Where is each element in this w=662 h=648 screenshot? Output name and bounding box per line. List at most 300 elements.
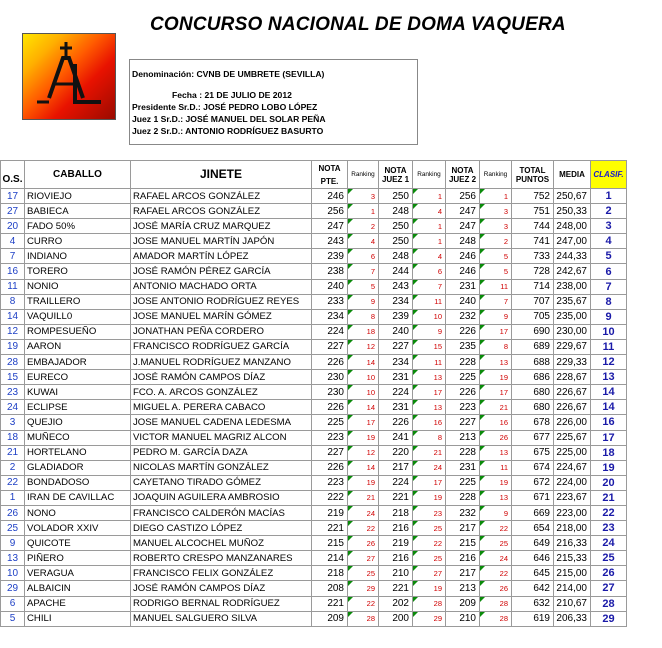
clasif-cell: 18	[591, 445, 627, 460]
results-table	[0, 160, 627, 627]
clasif-cell: 3	[591, 219, 627, 234]
nota-juez1-cell: 240	[379, 324, 413, 339]
ranking-juez1-cell: 28	[413, 596, 446, 611]
total-puntos-cell: 688	[512, 355, 554, 370]
media-cell: 206,33	[554, 611, 591, 626]
jinete-cell: AMADOR MARTÍN LÓPEZ	[131, 249, 312, 264]
caballo-cell: QUEJIO	[25, 415, 131, 430]
os-cell: 17	[1, 189, 25, 204]
jinete-cell: ROBERTO CRESPO MANZANARES	[131, 551, 312, 566]
caballo-cell: VAQUILL0	[25, 309, 131, 324]
os-cell: 27	[1, 204, 25, 219]
clasif-cell: 14	[591, 385, 627, 400]
jinete-cell: RODRIGO BERNAL RODRÍGUEZ	[131, 596, 312, 611]
jinete-cell: DIEGO CASTIZO LÓPEZ	[131, 521, 312, 536]
os-cell: 15	[1, 370, 25, 385]
jinete-cell: JOSE MANUEL CADENA LEDESMA	[131, 415, 312, 430]
os-cell: 14	[1, 309, 25, 324]
os-cell: 11	[1, 279, 25, 294]
os-cell: 28	[1, 355, 25, 370]
ranking-juez2-cell: 16	[480, 415, 512, 430]
nota-juez1-cell: 210	[379, 566, 413, 581]
clasif-cell: 9	[591, 309, 627, 324]
ranking-juez1-cell: 17	[413, 475, 446, 490]
header-os: O.S.	[1, 161, 25, 189]
ranking-pte-cell: 25	[348, 566, 379, 581]
clasif-cell: 6	[591, 264, 627, 279]
os-cell: 4	[1, 234, 25, 249]
nota-pte-cell: 230	[312, 370, 348, 385]
ranking-juez1-cell: 25	[413, 551, 446, 566]
jinete-cell: RAFAEL ARCOS GONZÁLEZ	[131, 204, 312, 219]
ranking-pte-cell: 6	[348, 249, 379, 264]
os-cell: 20	[1, 219, 25, 234]
header-clasif: CLASIF.	[591, 161, 627, 189]
header-ranking-1: Ranking	[348, 161, 379, 189]
ranking-juez1-cell: 9	[413, 324, 446, 339]
nota-pte-cell: 209	[312, 611, 348, 626]
table-row	[1, 264, 627, 279]
ranking-juez1-cell: 15	[413, 339, 446, 354]
ranking-juez2-cell: 26	[480, 430, 512, 445]
os-cell: 12	[1, 324, 25, 339]
total-puntos-cell: 646	[512, 551, 554, 566]
nota-pte-cell: 226	[312, 460, 348, 475]
ranking-pte-cell: 12	[348, 445, 379, 460]
caballo-cell: ALBAICIN	[25, 581, 131, 596]
ranking-pte-cell: 19	[348, 475, 379, 490]
ranking-juez2-cell: 22	[480, 521, 512, 536]
media-cell: 223,67	[554, 490, 591, 505]
os-cell: 23	[1, 385, 25, 400]
nota-juez2-cell: 231	[446, 460, 480, 475]
total-puntos-cell: 707	[512, 294, 554, 309]
header-nota-pte: NOTA PTE.	[312, 161, 348, 189]
nota-juez2-cell: 228	[446, 445, 480, 460]
nota-juez1-cell: 219	[379, 536, 413, 551]
caballo-cell: APACHE	[25, 596, 131, 611]
clasif-cell: 7	[591, 279, 627, 294]
ranking-pte-cell: 18	[348, 324, 379, 339]
os-cell: 21	[1, 445, 25, 460]
table-row	[1, 581, 627, 596]
nota-pte-cell: 226	[312, 355, 348, 370]
nota-juez1-cell: 244	[379, 264, 413, 279]
ranking-juez2-cell: 3	[480, 219, 512, 234]
nota-juez2-cell: 225	[446, 370, 480, 385]
ranking-juez2-cell: 26	[480, 581, 512, 596]
clasif-cell: 17	[591, 430, 627, 445]
nota-juez2-cell: 226	[446, 324, 480, 339]
media-cell: 223,00	[554, 505, 591, 520]
clasif-cell: 22	[591, 505, 627, 520]
table-row	[1, 505, 627, 520]
header-jinete: JINETE	[131, 161, 312, 189]
nota-juez1-cell: 234	[379, 355, 413, 370]
caballo-cell: BONDADOSO	[25, 475, 131, 490]
juez1-text: Juez 1 Sr.D.: JOSÉ MANUEL DEL SOLAR PEÑA	[132, 114, 326, 124]
total-puntos-cell: 680	[512, 400, 554, 415]
jinete-cell: JOAQUIN AGUILERA AMBROSIO	[131, 490, 312, 505]
nota-pte-cell: 230	[312, 385, 348, 400]
nota-pte-cell: 233	[312, 294, 348, 309]
table-row	[1, 234, 627, 249]
ranking-juez2-cell: 13	[480, 490, 512, 505]
ranking-pte-cell: 14	[348, 400, 379, 415]
jinete-cell: MIGUEL A. PERERA CABACO	[131, 400, 312, 415]
ranking-juez2-cell: 9	[480, 505, 512, 520]
clasif-cell: 13	[591, 370, 627, 385]
jinete-cell: FCO. A. ARCOS GONZÁLEZ	[131, 385, 312, 400]
total-puntos-cell: 714	[512, 279, 554, 294]
nota-juez2-cell: 228	[446, 490, 480, 505]
os-cell: 1	[1, 490, 25, 505]
ranking-juez1-cell: 10	[413, 309, 446, 324]
ranking-pte-cell: 22	[348, 596, 379, 611]
ranking-pte-cell: 27	[348, 551, 379, 566]
fecha-text: Fecha : 21 DE JULIO DE 2012	[172, 90, 292, 100]
nota-juez1-cell: 216	[379, 521, 413, 536]
media-cell: 225,00	[554, 445, 591, 460]
nota-pte-cell: 227	[312, 445, 348, 460]
table-row	[1, 415, 627, 430]
ranking-juez2-cell: 17	[480, 385, 512, 400]
nota-pte-cell: 227	[312, 339, 348, 354]
ranking-juez2-cell: 22	[480, 566, 512, 581]
ranking-juez1-cell: 1	[413, 189, 446, 204]
media-cell: 226,67	[554, 400, 591, 415]
jinete-cell: J.MANUEL RODRÍGUEZ MANZANO	[131, 355, 312, 370]
ranking-juez2-cell: 11	[480, 460, 512, 475]
ranking-pte-cell: 24	[348, 505, 379, 520]
caballo-cell: QUICOTE	[25, 536, 131, 551]
ranking-pte-cell: 10	[348, 385, 379, 400]
ranking-juez2-cell: 1	[480, 189, 512, 204]
nota-juez2-cell: 210	[446, 611, 480, 626]
nota-juez2-cell: 246	[446, 249, 480, 264]
jinete-cell: RAFAEL ARCOS GONZÁLEZ	[131, 189, 312, 204]
total-puntos-cell: 744	[512, 219, 554, 234]
total-puntos-cell: 677	[512, 430, 554, 445]
ranking-juez1-cell: 1	[413, 234, 446, 249]
caballo-cell: NONIO	[25, 279, 131, 294]
os-cell: 10	[1, 566, 25, 581]
os-cell: 2	[1, 460, 25, 475]
nota-juez1-cell: 234	[379, 294, 413, 309]
nota-juez2-cell: 240	[446, 294, 480, 309]
nota-juez1-cell: 224	[379, 475, 413, 490]
os-cell: 24	[1, 400, 25, 415]
total-puntos-cell: 619	[512, 611, 554, 626]
nota-juez2-cell: 215	[446, 536, 480, 551]
clasif-cell: 1	[591, 189, 627, 204]
ranking-juez2-cell: 24	[480, 551, 512, 566]
os-cell: 13	[1, 551, 25, 566]
ranking-juez1-cell: 24	[413, 460, 446, 475]
os-cell: 26	[1, 505, 25, 520]
header-ranking-2: Ranking	[413, 161, 446, 189]
nota-pte-cell: 224	[312, 324, 348, 339]
caballo-cell: ROMPESUEÑO	[25, 324, 131, 339]
total-puntos-cell: 733	[512, 249, 554, 264]
nota-juez2-cell: 217	[446, 521, 480, 536]
ranking-juez1-cell: 7	[413, 279, 446, 294]
table-row	[1, 279, 627, 294]
ranking-pte-cell: 7	[348, 264, 379, 279]
jinete-cell: PEDRO M. GARCÍA DAZA	[131, 445, 312, 460]
presidente-text: Presidente Sr.D.: JOSÉ PEDRO LOBO LÓPEZ	[132, 102, 318, 112]
table-row	[1, 249, 627, 264]
total-puntos-cell: 678	[512, 415, 554, 430]
jinete-cell: VICTOR MANUEL MAGRIZ ALCON	[131, 430, 312, 445]
nota-juez2-cell: 232	[446, 505, 480, 520]
caballo-cell: INDIANO	[25, 249, 131, 264]
clasif-cell: 29	[591, 611, 627, 626]
nota-juez2-cell: 223	[446, 400, 480, 415]
media-cell: 224,67	[554, 460, 591, 475]
total-puntos-cell: 686	[512, 370, 554, 385]
clasif-cell: 12	[591, 355, 627, 370]
nota-pte-cell: 226	[312, 400, 348, 415]
caballo-cell: FADO 50%	[25, 219, 131, 234]
table-row	[1, 490, 627, 505]
table-row	[1, 400, 627, 415]
nota-juez1-cell: 226	[379, 415, 413, 430]
ranking-pte-cell: 22	[348, 521, 379, 536]
os-cell: 8	[1, 294, 25, 309]
table-row	[1, 430, 627, 445]
caballo-cell: IRAN DE CAVILLAC	[25, 490, 131, 505]
denominacion-text: Denominación: CVNB DE UMBRETE (SEVILLA)	[132, 69, 325, 79]
nota-juez2-cell: 226	[446, 385, 480, 400]
ranking-juez1-cell: 4	[413, 249, 446, 264]
clasif-cell: 14	[591, 400, 627, 415]
ranking-pte-cell: 3	[348, 189, 379, 204]
caballo-cell: KUWAI	[25, 385, 131, 400]
table-row	[1, 460, 627, 475]
table-row	[1, 551, 627, 566]
ranking-juez1-cell: 29	[413, 611, 446, 626]
ranking-pte-cell: 26	[348, 536, 379, 551]
jinete-cell: JOSÉ RAMÓN CAMPOS DÍAZ	[131, 370, 312, 385]
nota-juez2-cell: 231	[446, 279, 480, 294]
caballo-cell: VOLADOR XXIV	[25, 521, 131, 536]
table-row	[1, 189, 627, 204]
clasif-cell: 20	[591, 475, 627, 490]
nota-juez1-cell: 202	[379, 596, 413, 611]
ranking-pte-cell: 19	[348, 430, 379, 445]
ranking-juez2-cell: 9	[480, 309, 512, 324]
media-cell: 244,33	[554, 249, 591, 264]
ranking-pte-cell: 28	[348, 611, 379, 626]
nota-juez2-cell: 235	[446, 339, 480, 354]
nota-pte-cell: 221	[312, 521, 348, 536]
nota-pte-cell: 221	[312, 596, 348, 611]
total-puntos-cell: 705	[512, 309, 554, 324]
os-cell: 9	[1, 536, 25, 551]
nota-juez1-cell: 250	[379, 189, 413, 204]
nota-juez1-cell: 218	[379, 505, 413, 520]
ranking-juez2-cell: 13	[480, 355, 512, 370]
caballo-cell: VERAGUA	[25, 566, 131, 581]
nota-pte-cell: 243	[312, 234, 348, 249]
event-info-box	[129, 59, 418, 145]
nota-juez2-cell: 228	[446, 355, 480, 370]
table-row	[1, 309, 627, 324]
caballo-cell: CHILI	[25, 611, 131, 626]
ranking-pte-cell: 8	[348, 309, 379, 324]
ranking-juez1-cell: 25	[413, 521, 446, 536]
ranking-juez1-cell: 11	[413, 355, 446, 370]
jinete-cell: MANUEL SALGUERO SILVA	[131, 611, 312, 626]
nota-pte-cell: 247	[312, 219, 348, 234]
os-cell: 19	[1, 339, 25, 354]
media-cell: 235,00	[554, 309, 591, 324]
os-cell: 5	[1, 611, 25, 626]
clasif-cell: 10	[591, 324, 627, 339]
nota-pte-cell: 215	[312, 536, 348, 551]
ranking-juez2-cell: 7	[480, 294, 512, 309]
table-row	[1, 611, 627, 626]
os-cell: 18	[1, 430, 25, 445]
nota-juez1-cell: 250	[379, 234, 413, 249]
total-puntos-cell: 674	[512, 460, 554, 475]
media-cell: 226,67	[554, 385, 591, 400]
nota-juez1-cell: 248	[379, 204, 413, 219]
ranking-pte-cell: 21	[348, 490, 379, 505]
ranking-juez2-cell: 3	[480, 204, 512, 219]
table-header-row	[1, 161, 627, 189]
ranking-juez2-cell: 25	[480, 536, 512, 551]
table-row	[1, 294, 627, 309]
ranking-juez1-cell: 19	[413, 490, 446, 505]
ranking-pte-cell: 14	[348, 355, 379, 370]
nota-pte-cell: 239	[312, 249, 348, 264]
page-title: CONCURSO NACIONAL DE DOMA VAQUERA	[150, 14, 566, 35]
ranking-juez1-cell: 4	[413, 204, 446, 219]
caballo-cell: EMBAJADOR	[25, 355, 131, 370]
nota-juez1-cell: 250	[379, 219, 413, 234]
nota-juez2-cell: 209	[446, 596, 480, 611]
clasif-cell: 2	[591, 204, 627, 219]
juez2-text: Juez 2 Sr.D.: ANTONIO RODRÍGUEZ BASURTO	[132, 126, 324, 136]
caballo-cell: TRAILLERO	[25, 294, 131, 309]
nota-juez2-cell: 217	[446, 566, 480, 581]
table-row	[1, 370, 627, 385]
total-puntos-cell: 751	[512, 204, 554, 219]
ranking-juez1-cell: 17	[413, 385, 446, 400]
ranking-juez2-cell: 19	[480, 370, 512, 385]
ranking-juez2-cell: 28	[480, 596, 512, 611]
clasif-cell: 11	[591, 339, 627, 354]
nota-juez1-cell: 248	[379, 249, 413, 264]
media-cell: 226,00	[554, 415, 591, 430]
media-cell: 229,67	[554, 339, 591, 354]
table-row	[1, 445, 627, 460]
jinete-cell: JOSÉ MARÍA CRUZ MARQUEZ	[131, 219, 312, 234]
ranking-pte-cell: 29	[348, 581, 379, 596]
nota-pte-cell: 234	[312, 309, 348, 324]
ranking-juez1-cell: 22	[413, 536, 446, 551]
jinete-cell: FRANCISCO FELIX GONZÁLEZ	[131, 566, 312, 581]
media-cell: 215,00	[554, 566, 591, 581]
jinete-cell: JOSÉ RAMÓN PÉREZ GARCÍA	[131, 264, 312, 279]
caballo-cell: EURECO	[25, 370, 131, 385]
nota-juez1-cell: 221	[379, 581, 413, 596]
table-row	[1, 339, 627, 354]
ranking-juez2-cell: 8	[480, 339, 512, 354]
caballo-cell: CURRO	[25, 234, 131, 249]
nota-pte-cell: 208	[312, 581, 348, 596]
nota-pte-cell: 238	[312, 264, 348, 279]
ranking-juez2-cell: 5	[480, 249, 512, 264]
ranking-juez2-cell: 5	[480, 264, 512, 279]
os-cell: 16	[1, 264, 25, 279]
ranking-juez1-cell: 13	[413, 370, 446, 385]
ranking-juez1-cell: 8	[413, 430, 446, 445]
table-row	[1, 521, 627, 536]
nota-juez2-cell: 232	[446, 309, 480, 324]
caballo-cell: RIOVIEJO	[25, 189, 131, 204]
nota-juez2-cell: 248	[446, 234, 480, 249]
ranking-pte-cell: 2	[348, 219, 379, 234]
header-total-puntos: TOTAL PUNTOS	[512, 161, 554, 189]
os-cell: 22	[1, 475, 25, 490]
total-puntos-cell: 672	[512, 475, 554, 490]
ranking-pte-cell: 10	[348, 370, 379, 385]
total-puntos-cell: 689	[512, 339, 554, 354]
media-cell: 215,33	[554, 551, 591, 566]
nota-juez1-cell: 231	[379, 400, 413, 415]
nota-juez2-cell: 227	[446, 415, 480, 430]
ranking-juez1-cell: 6	[413, 264, 446, 279]
ranking-juez1-cell: 11	[413, 294, 446, 309]
media-cell: 238,00	[554, 279, 591, 294]
caballo-cell: MUÑECO	[25, 430, 131, 445]
nota-juez1-cell: 217	[379, 460, 413, 475]
total-puntos-cell: 675	[512, 445, 554, 460]
ranking-juez1-cell: 23	[413, 505, 446, 520]
table-row	[1, 219, 627, 234]
ranking-juez1-cell: 16	[413, 415, 446, 430]
jinete-cell: MANUEL ALCOCHEL MUÑOZ	[131, 536, 312, 551]
clasif-cell: 28	[591, 596, 627, 611]
media-cell: 224,00	[554, 475, 591, 490]
nota-juez2-cell: 256	[446, 189, 480, 204]
clasif-cell: 25	[591, 551, 627, 566]
nota-juez1-cell: 227	[379, 339, 413, 354]
total-puntos-cell: 632	[512, 596, 554, 611]
nota-juez2-cell: 247	[446, 204, 480, 219]
media-cell: 228,67	[554, 370, 591, 385]
nota-juez1-cell: 216	[379, 551, 413, 566]
table-row	[1, 536, 627, 551]
jinete-cell: JOSE MANUEL MARÍN GÓMEZ	[131, 309, 312, 324]
ranking-pte-cell: 5	[348, 279, 379, 294]
header-media: MEDIA	[554, 161, 591, 189]
logo-emblem-icon	[23, 34, 115, 119]
total-puntos-cell: 671	[512, 490, 554, 505]
clasif-cell: 19	[591, 460, 627, 475]
jinete-cell: JOSE MANUEL MARTÍN JAPÓN	[131, 234, 312, 249]
ranking-juez2-cell: 19	[480, 475, 512, 490]
os-cell: 29	[1, 581, 25, 596]
media-cell: 250,67	[554, 189, 591, 204]
os-cell: 3	[1, 415, 25, 430]
total-puntos-cell: 654	[512, 521, 554, 536]
clasif-cell: 5	[591, 249, 627, 264]
nota-pte-cell: 223	[312, 475, 348, 490]
